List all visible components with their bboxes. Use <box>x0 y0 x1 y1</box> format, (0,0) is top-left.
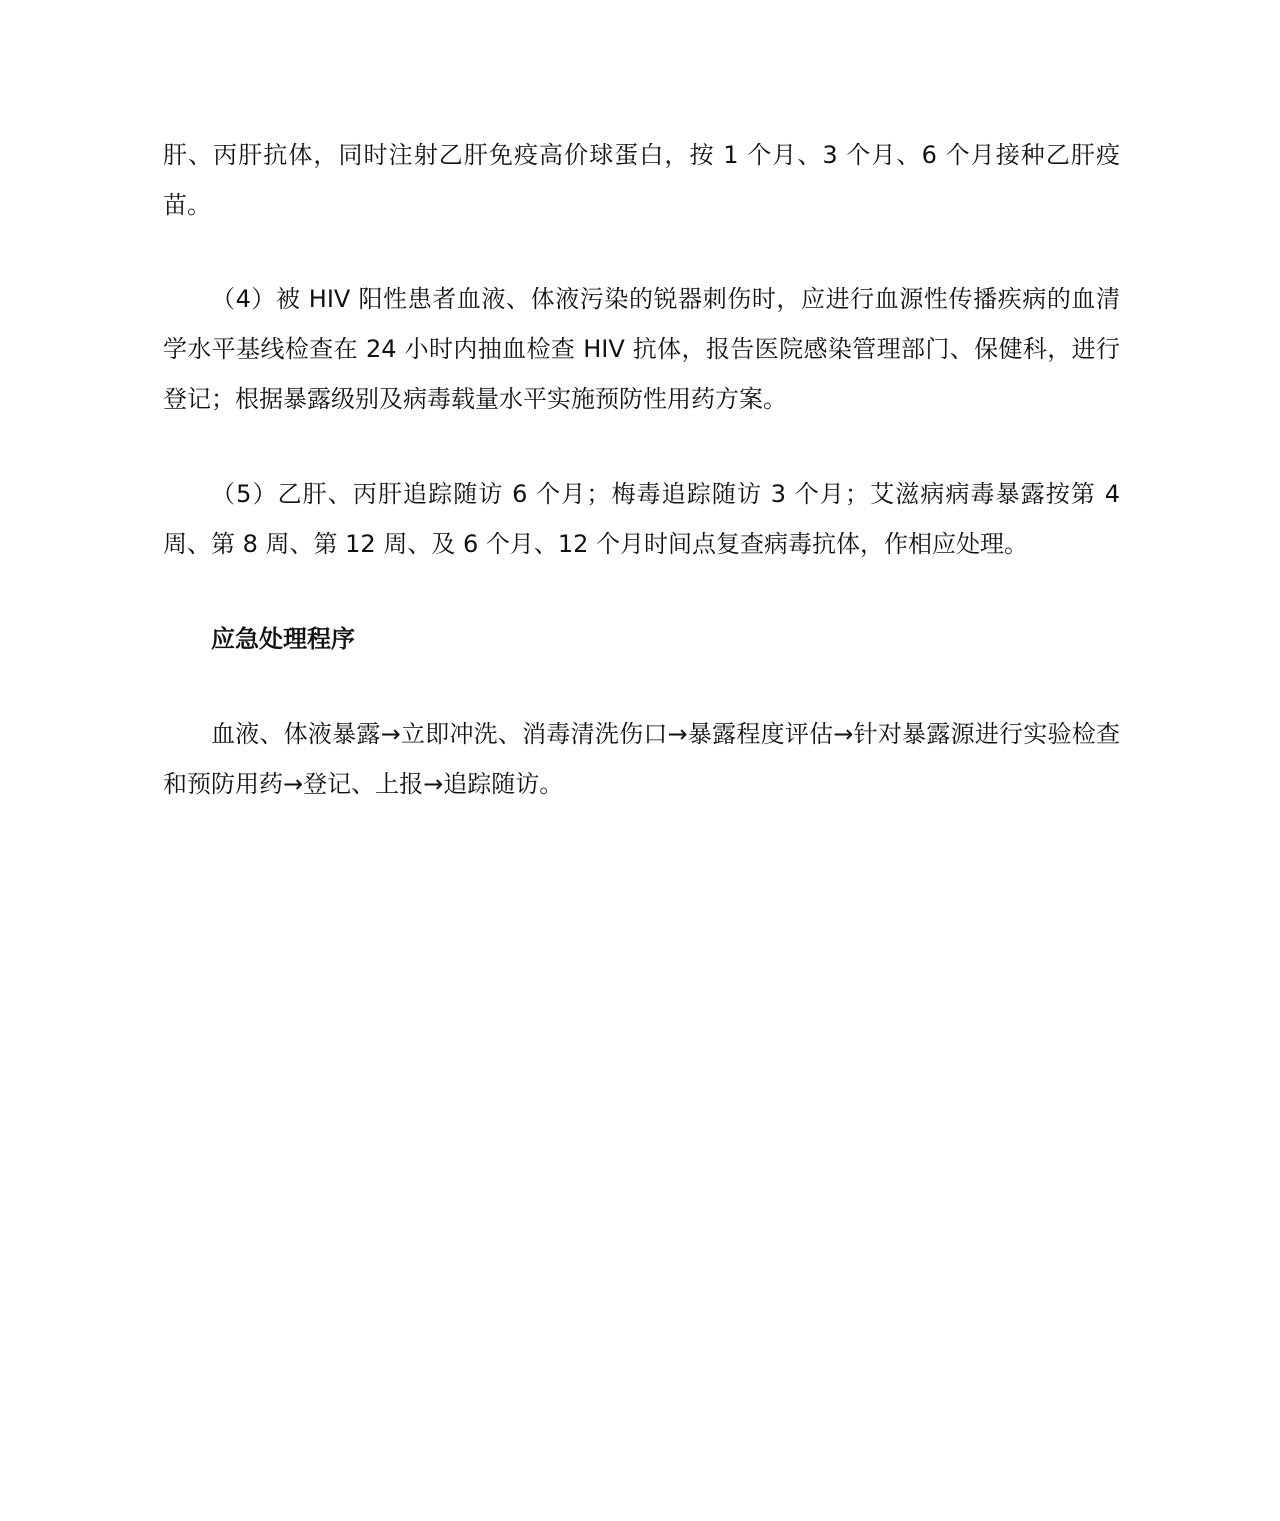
section-heading-emergency-procedure: 应急处理程序 <box>211 625 355 653</box>
paragraph-procedure-flow: 血液、体液暴露→立即冲洗、消毒清洗伤口→暴露程度评估→针对暴露源进行实验检查和预防用药→登记、上报→追踪随访。 <box>163 720 1120 798</box>
paragraph-hiv-exposure: （4）被 HIV 阳性患者血液、体液污染的锐器刺伤时，应进行血源性传播疾病的血清学水平基线检查在 24 小时内抽血检查 HIV 抗体，报告医院感染管理部门、保健科，进行登记；根据暴露级别及病毒载量水平实施预防性用药方案。 <box>163 285 1120 413</box>
paragraph-hepatitis-vaccination: 肝、丙肝抗体，同时注射乙肝免疫高价球蛋白，按 1 个月、3 个月、6 个月接种乙肝疫苗。 <box>163 141 1120 219</box>
paragraph-follow-up: （5）乙肝、丙肝追踪随访 6 个月；梅毒追踪随访 3 个月；艾滋病病毒暴露按第 4 周、第 8 周、第 12 周、及 6 个月、12 个月时间点复查病毒抗体，作相应处理。 <box>163 480 1120 558</box>
document-body <box>163 130 1120 809</box>
